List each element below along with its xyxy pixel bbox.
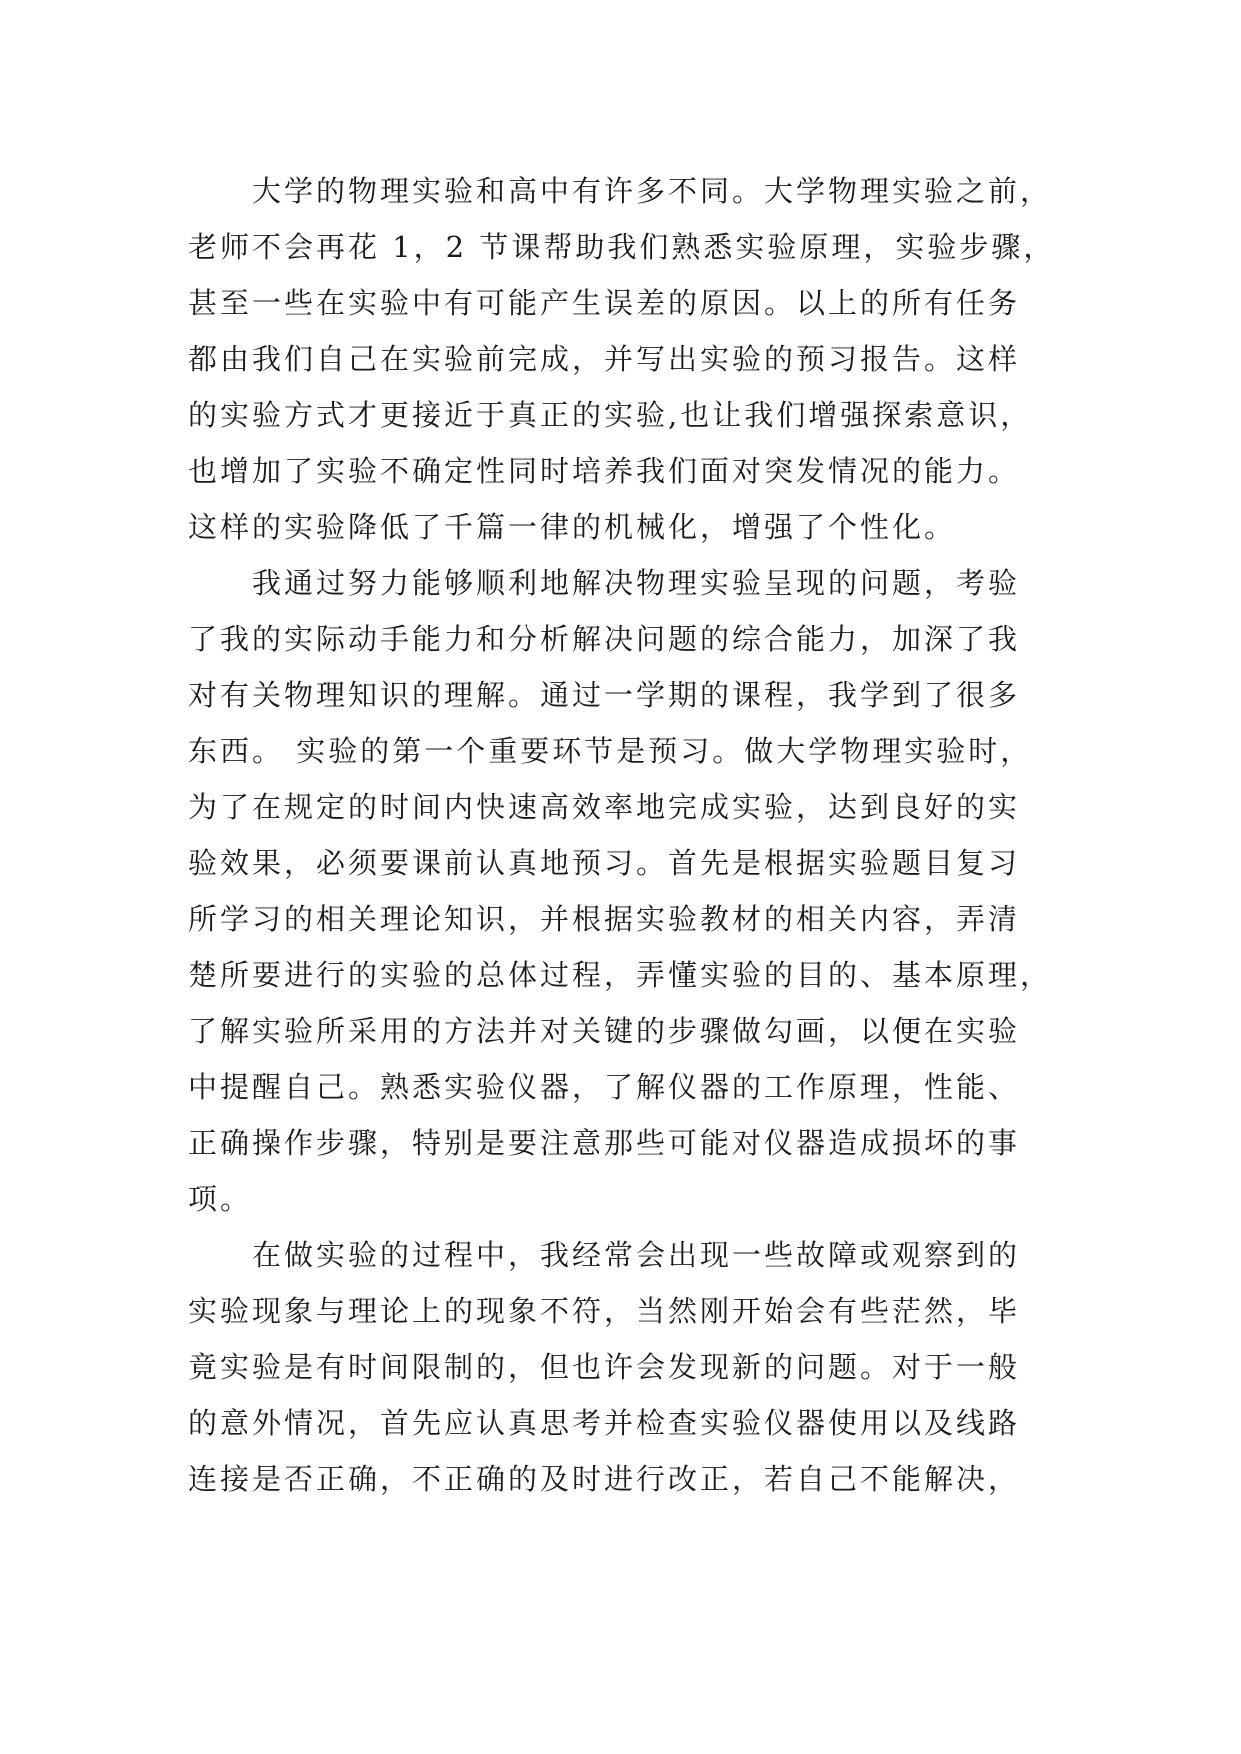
paragraph-line: 我通过努力能够顺利地解决物理实验呈现的问题，考验 (252, 566, 1021, 600)
paragraph-line: 楚所要进行的实验的总体过程，弄懂实验的目的、基本原理， (188, 958, 1053, 992)
paragraph-line: 在做实验的过程中，我经常会出现一些故障或观察到的 (252, 1238, 1021, 1272)
document-body (188, 163, 1083, 1507)
paragraph-line: 都由我们自己在实验前完成，并写出实验的预习报告。这样 (188, 342, 1021, 376)
paragraph-1 (188, 163, 1083, 555)
paragraph-line: 了我的实际动手能力和分析解决问题的综合能力，加深了我 (188, 622, 1021, 656)
paragraph-line: 为了在规定的时间内快速高效率地完成实验，达到良好的实 (188, 790, 1021, 824)
paragraph-line: 竟实验是有时间限制的，但也许会发现新的问题。对于一般 (188, 1350, 1021, 1384)
paragraph-line: 甚至一些在实验中有可能产生误差的原因。以上的所有任务 (188, 286, 1021, 320)
paragraph-line: 的实验方式才更接近于真正的实验,也让我们增强探索意识， (188, 398, 1033, 432)
paragraph-line: 老师不会再花 1，2 节课帮助我们熟悉实验原理，实验步骤， (188, 230, 1056, 264)
paragraph-line: 实验现象与理论上的现象不符，当然刚开始会有些茫然，毕 (188, 1294, 1021, 1328)
paragraph-3 (188, 1227, 1083, 1507)
paragraph-line: 正确操作步骤，特别是要注意那些可能对仪器造成损坏的事 (188, 1126, 1021, 1160)
paragraph-line: 验效果，必须要课前认真地预习。首先是根据实验题目复习 (188, 846, 1021, 880)
paragraph-line: 对有关物理知识的理解。通过一学期的课程，我学到了很多 (188, 678, 1021, 712)
paragraph-line: 中提醒自己。熟悉实验仪器，了解仪器的工作原理，性能、 (188, 1070, 1021, 1104)
paragraph-line: 了解实验所采用的方法并对关键的步骤做勾画，以便在实验 (188, 1014, 1021, 1048)
paragraph-line: 连接是否正确，不正确的及时进行改正，若自己不能解决， (188, 1462, 1021, 1496)
paragraph-line: 也增加了实验不确定性同时培养我们面对突发情况的能力。 (188, 454, 1021, 488)
paragraph-line: 大学的物理实验和高中有许多不同。大学物理实验之前， (252, 174, 1053, 208)
paragraph-line: 东西。 实验的第一个重要环节是预习。做大学物理实验时， (188, 734, 1033, 768)
paragraph-line: 的意外情况，首先应认真思考并检查实验仪器使用以及线路 (188, 1406, 1021, 1440)
paragraph-line: 这样的实验降低了千篇一律的机械化，增强了个性化。 (188, 510, 957, 544)
paragraph-line: 所学习的相关理论知识，并根据实验教材的相关内容，弄清 (188, 902, 1021, 936)
paragraph-2 (188, 555, 1083, 1227)
paragraph-line: 项。 (188, 1182, 253, 1216)
